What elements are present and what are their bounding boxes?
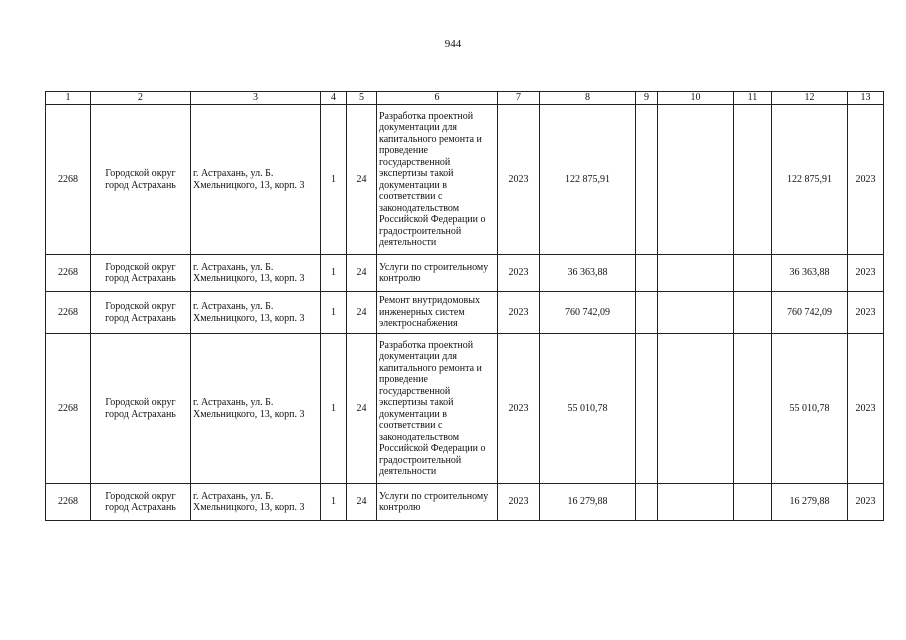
- cell-total: 16 279,88: [540, 484, 636, 521]
- cell-end-year: 2023: [848, 484, 884, 521]
- cell-work-type: Разработка проектной документации для капитального ремонта и проведение государственной экспертизы такой документации в соответствии с законодательством Российской Федерации о градостроительной деятельности: [377, 334, 498, 484]
- cell-number: 2268: [46, 292, 91, 334]
- header-cell: 6: [377, 92, 498, 105]
- cell-year: 2023: [498, 334, 540, 484]
- cell-work-type: Разработка проектной документации для капитального ремонта и проведение государственной экспертизы такой документации в соответствии с законодательством Российской Федерации о градостроительной деятельности: [377, 105, 498, 255]
- cell-number: 2268: [46, 334, 91, 484]
- cell-work-type: Ремонт внутридомовых инженерных систем электроснабжения: [377, 292, 498, 334]
- cell-col4: 1: [321, 334, 347, 484]
- cell-col11: [734, 255, 772, 292]
- header-cell: 10: [658, 92, 734, 105]
- cell-work-type: Услуги по строительному контролю: [377, 255, 498, 292]
- cell-col9: [636, 105, 658, 255]
- cell-total: 55 010,78: [540, 334, 636, 484]
- header-cell: 1: [46, 92, 91, 105]
- cell-municipality: Городской округ город Астрахань: [91, 292, 191, 334]
- cell-amount: 122 875,91: [772, 105, 848, 255]
- cell-end-year: 2023: [848, 105, 884, 255]
- cell-municipality: Городской округ город Астрахань: [91, 255, 191, 292]
- header-cell: 9: [636, 92, 658, 105]
- cell-amount: 760 742,09: [772, 292, 848, 334]
- cell-end-year: 2023: [848, 255, 884, 292]
- cell-col11: [734, 292, 772, 334]
- cell-col9: [636, 484, 658, 521]
- header-row: [46, 92, 884, 105]
- cell-col11: [734, 334, 772, 484]
- cell-col10: [658, 255, 734, 292]
- cell-address: г. Астрахань, ул. Б. Хмельницкого, 13, корп. 3: [191, 105, 321, 255]
- cell-col9: [636, 292, 658, 334]
- cell-address: г. Астрахань, ул. Б. Хмельницкого, 13, корп. 3: [191, 292, 321, 334]
- cell-total: 36 363,88: [540, 255, 636, 292]
- cell-col10: [658, 105, 734, 255]
- cell-address: г. Астрахань, ул. Б. Хмельницкого, 13, корп. 3: [191, 255, 321, 292]
- cell-col10: [658, 484, 734, 521]
- cell-total: 760 742,09: [540, 292, 636, 334]
- cell-col4: 1: [321, 255, 347, 292]
- cell-work-type: Услуги по строительному контролю: [377, 484, 498, 521]
- cell-address: г. Астрахань, ул. Б. Хмельницкого, 13, корп. 3: [191, 484, 321, 521]
- cell-year: 2023: [498, 292, 540, 334]
- cell-col11: [734, 105, 772, 255]
- cell-col5: 24: [347, 334, 377, 484]
- cell-col5: 24: [347, 105, 377, 255]
- page-number: 944: [444, 38, 462, 50]
- cell-end-year: 2023: [848, 334, 884, 484]
- cell-amount: 36 363,88: [772, 255, 848, 292]
- header-cell: 4: [321, 92, 347, 105]
- cell-col4: 1: [321, 105, 347, 255]
- cell-col9: [636, 334, 658, 484]
- header-cell: 5: [347, 92, 377, 105]
- header-cell: 2: [91, 92, 191, 105]
- cell-municipality: Городской округ город Астрахань: [91, 105, 191, 255]
- table-row: [46, 334, 884, 484]
- cell-col11: [734, 484, 772, 521]
- table-row: [46, 255, 884, 292]
- header-cell: 13: [848, 92, 884, 105]
- header-cell: 8: [540, 92, 636, 105]
- cell-amount: 16 279,88: [772, 484, 848, 521]
- cell-col4: 1: [321, 292, 347, 334]
- table-row: [46, 484, 884, 521]
- register-table: [45, 91, 884, 521]
- cell-col9: [636, 255, 658, 292]
- cell-number: 2268: [46, 105, 91, 255]
- cell-end-year: 2023: [848, 292, 884, 334]
- cell-col5: 24: [347, 255, 377, 292]
- cell-col5: 24: [347, 484, 377, 521]
- cell-col10: [658, 292, 734, 334]
- cell-col5: 24: [347, 292, 377, 334]
- cell-year: 2023: [498, 105, 540, 255]
- table-row: [46, 105, 884, 255]
- cell-col4: 1: [321, 484, 347, 521]
- header-cell: 11: [734, 92, 772, 105]
- cell-address: г. Астрахань, ул. Б. Хмельницкого, 13, корп. 3: [191, 334, 321, 484]
- cell-year: 2023: [498, 255, 540, 292]
- cell-number: 2268: [46, 484, 91, 521]
- cell-total: 122 875,91: [540, 105, 636, 255]
- header-cell: 12: [772, 92, 848, 105]
- header-cell: 3: [191, 92, 321, 105]
- table-row: [46, 292, 884, 334]
- cell-number: 2268: [46, 255, 91, 292]
- cell-col10: [658, 334, 734, 484]
- cell-amount: 55 010,78: [772, 334, 848, 484]
- cell-municipality: Городской округ город Астрахань: [91, 484, 191, 521]
- header-cell: 7: [498, 92, 540, 105]
- cell-year: 2023: [498, 484, 540, 521]
- cell-municipality: Городской округ город Астрахань: [91, 334, 191, 484]
